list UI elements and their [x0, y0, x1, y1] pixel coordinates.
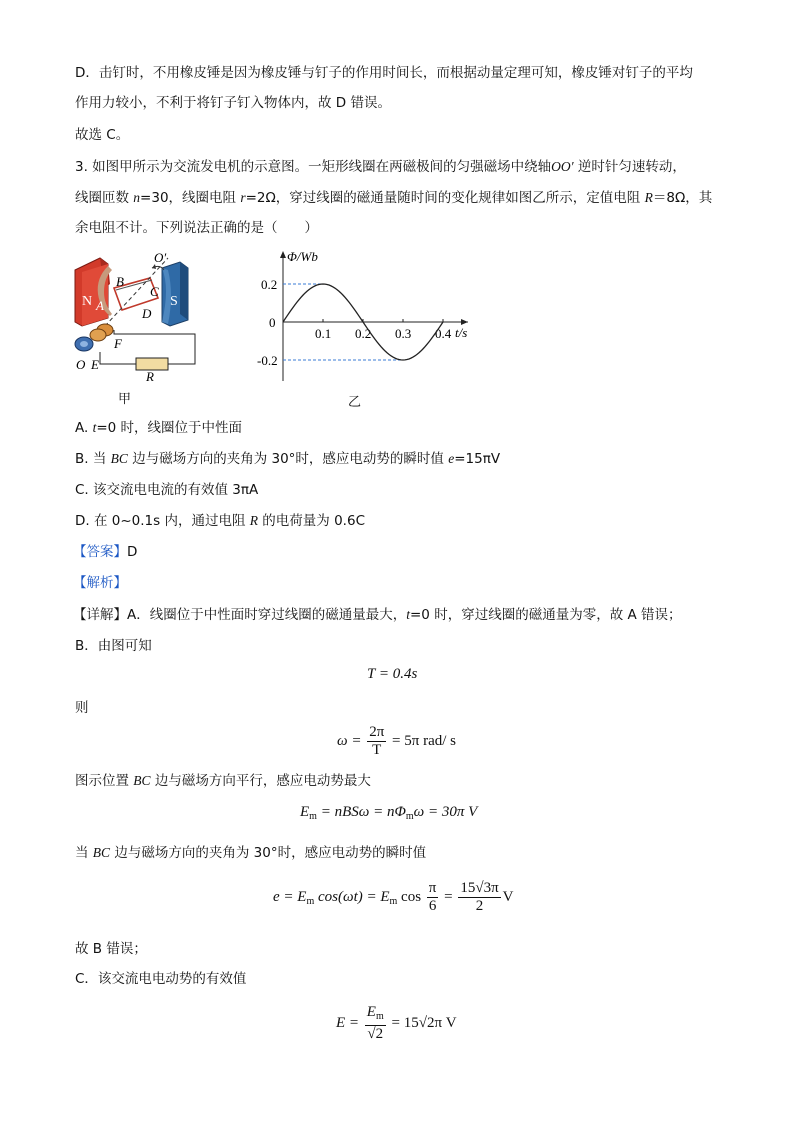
answer-value: D [127, 544, 138, 560]
fraction [367, 724, 386, 759]
fraction-denominator: √2 [367, 1026, 384, 1042]
option-text: 的电荷量为 0.6C [258, 513, 365, 529]
subscript: m [309, 811, 317, 822]
equation-rhs: = 15√2π V [391, 1014, 457, 1031]
label-d: D [142, 306, 152, 321]
figure-yi-caption: 乙 [348, 395, 362, 410]
then-line: 则 [75, 700, 89, 716]
equation-unit: V [502, 888, 514, 905]
option-text: =15πV [454, 451, 501, 467]
analysis-label: 【解析】 [73, 575, 127, 591]
option-b [75, 450, 500, 468]
x-tick-label: 0.2 [355, 326, 372, 341]
answer-line [73, 543, 137, 561]
detail-text: =0 时，穿过线圈的磁通量为零，故 A 错误； [410, 607, 682, 623]
symbol-bc: BC [92, 845, 111, 860]
parallel-line [75, 772, 371, 790]
symbol-R: R [644, 190, 653, 205]
origin-label: 0 [269, 315, 276, 330]
symbol-R: R [249, 513, 259, 528]
option-text: =0 时，线圈位于中性面 [96, 420, 243, 436]
figure-jia-caption: 甲 [118, 392, 132, 407]
equation-lhs: ω = [337, 732, 362, 749]
fraction [427, 880, 439, 915]
equation-text: e = E [273, 888, 307, 905]
equation-period [367, 666, 417, 683]
equation-effective [336, 1004, 457, 1043]
label-r: R [146, 369, 154, 384]
fraction-numerator [365, 1004, 386, 1026]
y-axis-arrow [280, 251, 286, 258]
fraction [458, 880, 500, 915]
question-text: 3. 如图甲所示为交流发电机的示意图。一矩形线圈在两磁极间的匀强磁场中绕轴 [75, 159, 552, 175]
equation-text: ω = 30π V [413, 804, 478, 820]
y-axis-label: Φ/Wb [287, 249, 318, 264]
detail-a-line [73, 606, 682, 624]
symbol-bc: BC [110, 451, 128, 466]
question-text: 线圈匝数 [75, 190, 134, 206]
label-c: C [150, 284, 159, 299]
option-text: B. 当 [75, 451, 111, 467]
label-f: F [114, 336, 122, 351]
equation-text: = nBSω = nΦ [316, 804, 406, 820]
equation-emax [300, 804, 477, 822]
subscript: m [306, 895, 315, 907]
x-tick-label: 0.1 [315, 326, 332, 341]
detail-text: 【详解】A．线圈位于中性面时穿过线圈的磁通量最大， [73, 607, 407, 623]
x-axis-label: t/s [455, 325, 468, 340]
fraction-numerator: 2π [369, 724, 385, 740]
detail-text: 边与磁场方向的夹角为 30°时，感应电动势的瞬时值 [110, 845, 427, 861]
option-text: 边与磁场方向的夹角为 30°时，感应电动势的瞬时值 [127, 451, 449, 467]
equation-text: = [440, 888, 457, 905]
question-text: =30，线圈电阻 [140, 190, 241, 206]
x-tick-label: 0.4 [435, 326, 452, 341]
generator-diagram [70, 248, 220, 383]
fraction-denominator: 2 [475, 898, 484, 914]
symbol-bc: BC [133, 773, 151, 788]
equation-rhs: = 5π rad/ s [392, 732, 456, 749]
question-text: 逆时针匀速转动， [573, 159, 686, 175]
option-a [75, 419, 242, 437]
question-line2 [75, 189, 712, 207]
subscript: m [389, 895, 398, 907]
magnet-n-label: N [82, 294, 93, 309]
equation-lhs: E = [336, 1014, 360, 1031]
b-wrong-line: 故 B 错误； [75, 941, 147, 957]
detail-text: 图示位置 [75, 773, 134, 789]
flux-chart [257, 245, 485, 390]
symbol-n: n [133, 190, 141, 205]
equation-text: cos(ωt) = E [314, 888, 390, 905]
label-e: E [91, 357, 99, 372]
symbol-e: e [448, 451, 455, 466]
y-tick-label: 0.2 [261, 277, 278, 292]
question-text: =2Ω，穿过线圈的磁通量随时间的变化规律如图乙所示，定值电阻 [245, 190, 645, 206]
label-a: A [96, 298, 104, 313]
choose-line: 故选 C。 [75, 127, 130, 143]
symbol-t: t [92, 420, 97, 435]
equation-text: T = 0.4s [367, 666, 418, 682]
label-o: O [76, 357, 86, 372]
angle-line [75, 844, 426, 862]
question-line3: 余电阻不计。下列说法正确的是（ ） [75, 220, 318, 236]
detail-c-intro: C．该交流电电动势的有效值 [75, 971, 247, 987]
subscript: m [405, 811, 414, 822]
detail-text: 边与磁场方向平行，感应电动势最大 [150, 773, 371, 789]
fraction-numerator: 15√3π [460, 880, 499, 896]
detail-text: 当 [75, 845, 93, 861]
fraction-numerator: π [428, 880, 437, 896]
label-o-prime: O′ [154, 250, 167, 265]
symbol-r: r [240, 190, 246, 205]
option-text: A. [75, 420, 93, 436]
magnet-s-label: S [170, 294, 178, 309]
option-d-explanation-line1: D．击钉时，不用橡皮锤是因为橡皮锤与钉子的作用时间长，而根据动量定理可知，橡皮锤对钉子的平均 [75, 65, 693, 81]
equation-text: cos [397, 888, 422, 905]
equation-text: E [300, 804, 310, 820]
fraction-denominator: 6 [428, 898, 437, 914]
option-d-explanation-line2: 作用力较小，不利于将钉子钉入物体内，故 D 错误。 [75, 95, 391, 111]
x-tick-label: 0.3 [395, 326, 412, 341]
fraction [365, 1004, 386, 1043]
fraction-denominator: T [372, 742, 382, 758]
question-line1 [75, 158, 686, 176]
detail-b-intro: B．由图可知 [75, 638, 152, 654]
equation-instantaneous [273, 880, 514, 915]
option-d [75, 512, 365, 530]
subscript: m [375, 1011, 384, 1022]
option-c: C. 该交流电电流的有效值 3πA [75, 482, 259, 498]
symbol-t: t [406, 607, 410, 622]
answer-label: 【答案】 [73, 544, 127, 560]
option-text: D. 在 0~0.1s 内，通过电阻 [75, 513, 250, 529]
equation-text: E [366, 1004, 376, 1020]
axis-symbol: OO′ [551, 159, 574, 174]
equation-omega [337, 724, 456, 759]
label-b: B [116, 274, 124, 289]
y-tick-label: -0.2 [257, 353, 278, 368]
question-text: ＝8Ω，其 [652, 190, 713, 206]
